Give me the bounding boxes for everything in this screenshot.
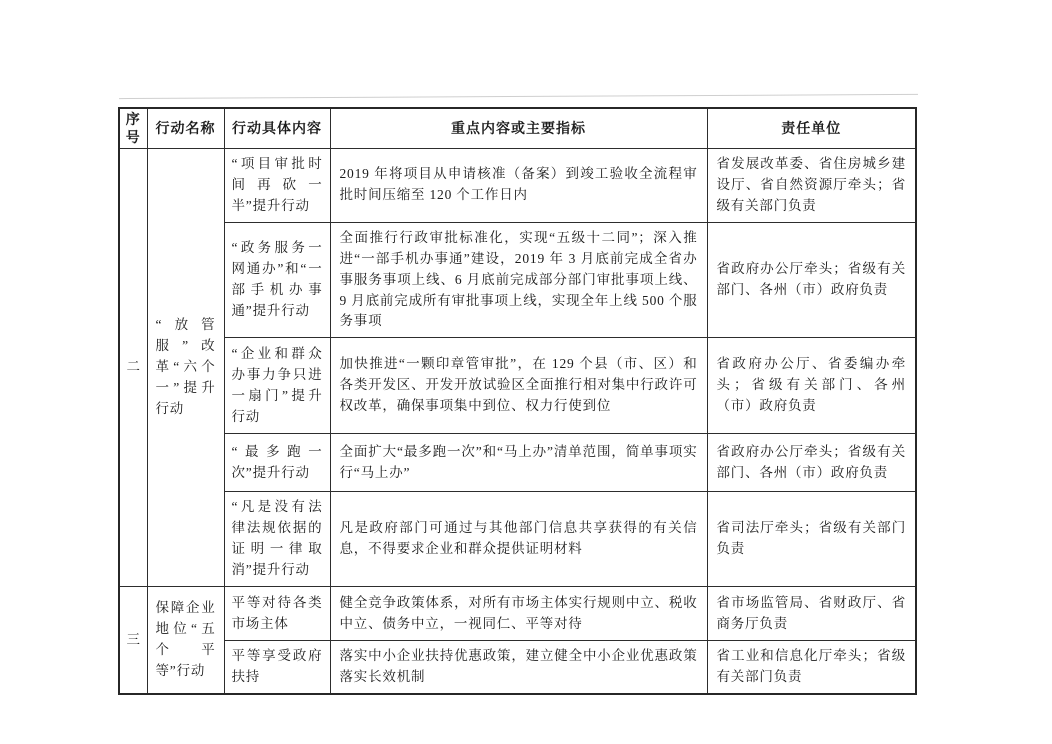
section-serial: 二 <box>119 149 147 587</box>
table-row <box>119 149 916 223</box>
cell-action-content: “企业和群众办事力争只进一扇门”提升行动 <box>224 338 330 434</box>
table-row <box>119 492 916 587</box>
cell-responsible-unit: 省司法厅牵头；省级有关部门负责 <box>707 492 916 587</box>
cell-action-content: “凡是没有法律法规依据的证明一律取消”提升行动 <box>224 492 330 587</box>
cell-action-content: “政务服务一网通办”和“一部手机办事通”提升行动 <box>224 222 330 338</box>
cell-key-indicators: 2019 年将项目从申请核准（备案）到竣工验收全流程审批时间压缩至 120 个工作日内 <box>330 149 707 223</box>
cell-responsible-unit: 省发展改革委、省住房城乡建设厅、省自然资源厅牵头；省级有关部门负责 <box>707 149 916 223</box>
cell-action-content: “最多跑一次”提升行动 <box>224 434 330 492</box>
col-header-serial: 序号 <box>119 108 147 149</box>
table-row <box>119 338 916 434</box>
cell-key-indicators: 凡是政府部门可通过与其他部门信息共享获得的有关信息，不得要求企业和群众提供证明材料 <box>330 492 707 587</box>
scan-artifact-line <box>119 94 918 99</box>
col-header-unit: 责任单位 <box>707 108 916 149</box>
table-row <box>119 587 916 641</box>
col-header-action-content: 行动具体内容 <box>224 108 330 149</box>
cell-key-indicators: 全面推行行政审批标准化，实现“五级十二同”；深入推进“一部手机办事通”建设，2019 年 3 月底前完成全省办事服务事项上线、6 月底前完成部分部门审批事项上线、9 月底前完成所有审批事项上线，实现全年上线 500 个服务事项 <box>330 222 707 338</box>
cell-action-content: 平等对待各类市场主体 <box>224 587 330 641</box>
cell-responsible-unit: 省市场监管局、省财政厅、省商务厅负责 <box>707 587 916 641</box>
table-header-row <box>119 108 916 149</box>
cell-responsible-unit: 省政府办公厅牵头；省级有关部门、各州（市）政府负责 <box>707 434 916 492</box>
table-row <box>119 222 916 338</box>
cell-responsible-unit: 省政府办公厅牵头；省级有关部门、各州（市）政府负责 <box>707 222 916 338</box>
cell-action-content: “项目审批时间再砍一半”提升行动 <box>224 149 330 223</box>
col-header-action-name: 行动名称 <box>147 108 224 149</box>
section-serial: 三 <box>119 587 147 694</box>
cell-responsible-unit: 省政府办公厅、省委编办牵头；省级有关部门、各州（市）政府负责 <box>707 338 916 434</box>
section-action-name: 保障企业地位“五个平等”行动 <box>147 587 224 694</box>
cell-key-indicators: 全面扩大“最多跑一次”和“马上办”清单范围，简单事项实行“马上办” <box>330 434 707 492</box>
cell-key-indicators: 健全竞争政策体系，对所有市场主体实行规则中立、税收中立、债务中立，一视同仁、平等对待 <box>330 587 707 641</box>
col-header-indicators: 重点内容或主要指标 <box>330 108 707 149</box>
cell-responsible-unit: 省工业和信息化厅牵头；省级有关部门负责 <box>707 641 916 694</box>
table-row <box>119 641 916 694</box>
cell-key-indicators: 落实中小企业扶持优惠政策，建立健全中小企业优惠政策落实长效机制 <box>330 641 707 694</box>
table-row <box>119 434 916 492</box>
action-plan-table <box>118 107 917 695</box>
cell-action-content: 平等享受政府扶持 <box>224 641 330 694</box>
section-action-name: “放管服”改革“六个一”提升行动 <box>147 149 224 587</box>
cell-key-indicators: 加快推进“一颗印章管审批”，在 129 个县（市、区）和各类开发区、开发开放试验区全面推行相对集中行政许可权改革，确保事项集中到位、权力行使到位 <box>330 338 707 434</box>
